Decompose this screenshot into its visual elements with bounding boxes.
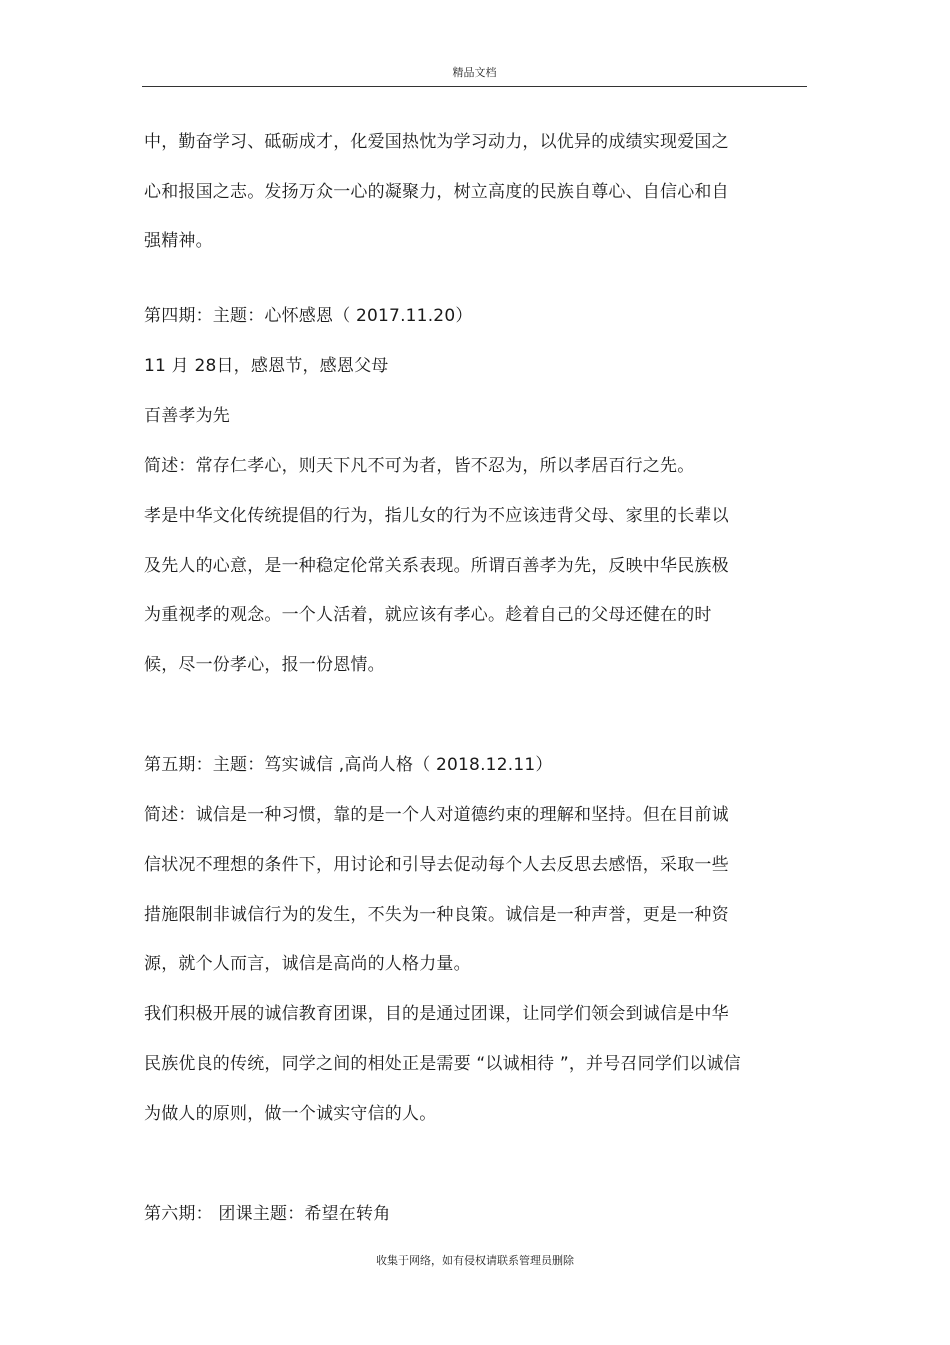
text-line: 措施限制非诚信行为的发生，不失为一种良策。诚信是一种声誉，更是一种资: [144, 905, 729, 925]
text-line: 为做人的原则，做一个诚实守信的人。: [144, 1104, 437, 1124]
page-header: 精品文档: [452, 66, 497, 79]
page-footer: 收集于网络，如有侵权请联系管理员删除: [376, 1254, 574, 1267]
text-line: 心和报国之志。发扬万众一心的凝聚力，树立高度的民族自尊心、自信心和自: [144, 182, 729, 202]
text-line: 及先人的心意，是一种稳定伦常关系表现。所谓百善孝为先，反映中华民族极: [144, 556, 729, 576]
text-line: 强精神。: [144, 231, 213, 251]
text-line: 简述：常存仁孝心，则天下凡不可为者，皆不忍为，所以孝居百行之先。: [144, 456, 695, 476]
text-line: 我们积极开展的诚信教育团课，目的是通过团课，让同学们领会到诚信是中华: [144, 1004, 729, 1024]
header-divider: [142, 86, 807, 87]
text-line: 孝是中华文化传统提倡的行为，指儿女的行为不应该违背父母、家里的长辈以: [144, 506, 729, 526]
section-heading-6: 第六期： 团课主题：希望在转角: [144, 1204, 391, 1224]
text-line: 11 月 28日，感恩节，感恩父母: [144, 356, 389, 376]
text-line: 百善孝为先: [144, 406, 230, 426]
text-line: 源，就个人而言，诚信是高尚的人格力量。: [144, 954, 471, 974]
section-heading-4: 第四期：主题：心怀感恩（ 2017.11.20）: [144, 306, 473, 326]
text-line: 简述：诚信是一种习惯，靠的是一个人对道德约束的理解和坚持。但在目前诚: [144, 805, 729, 825]
text-line: 信状况不理想的条件下，用讨论和引导去促动每个人去反思去感悟，采取一些: [144, 855, 729, 875]
text-line: 候，尽一份孝心，报一份恩情。: [144, 655, 385, 675]
section-heading-5: 第五期：主题：笃实诚信 ,高尚人格（ 2018.12.11）: [144, 755, 553, 775]
text-line: 为重视孝的观念。一个人活着，就应该有孝心。趁着自己的父母还健在的时: [144, 605, 712, 625]
text-line: 民族优良的传统，同学之间的相处正是需要 “以诚相待 ”，并号召同学们以诚信: [144, 1054, 741, 1074]
text-line: 中，勤奋学习、砥砺成才，化爱国热忱为学习动力，以优异的成绩实现爱国之: [144, 132, 729, 152]
